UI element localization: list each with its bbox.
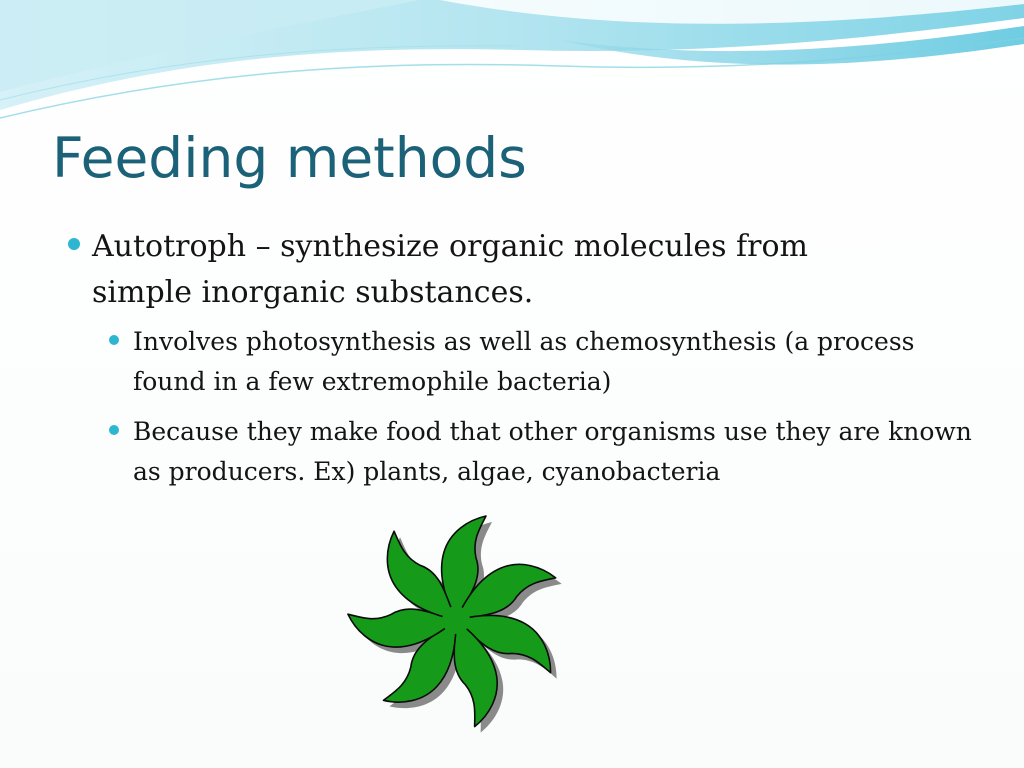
wave-banner bbox=[0, 0, 1024, 130]
bullet-dot bbox=[68, 238, 80, 250]
plant-clipart-icon bbox=[336, 500, 576, 740]
sub-bullet-dot bbox=[109, 335, 119, 345]
bullet-autotroph: Autotroph – synthesize organic molecules from simple inorganic substances. bbox=[92, 229, 809, 310]
sub-bullet-dot bbox=[109, 425, 119, 435]
sub-bullet-photosynthesis: Involves photosynthesis as well as chemosynthesis (a process found in a few extremophile bacteria) bbox=[133, 327, 915, 396]
sub-bullet-producers: Because they make food that other organisms use they are known as producers. Ex) plants, algae, cyanobacteria bbox=[133, 417, 972, 486]
slide-title: Feeding methods bbox=[52, 126, 527, 190]
